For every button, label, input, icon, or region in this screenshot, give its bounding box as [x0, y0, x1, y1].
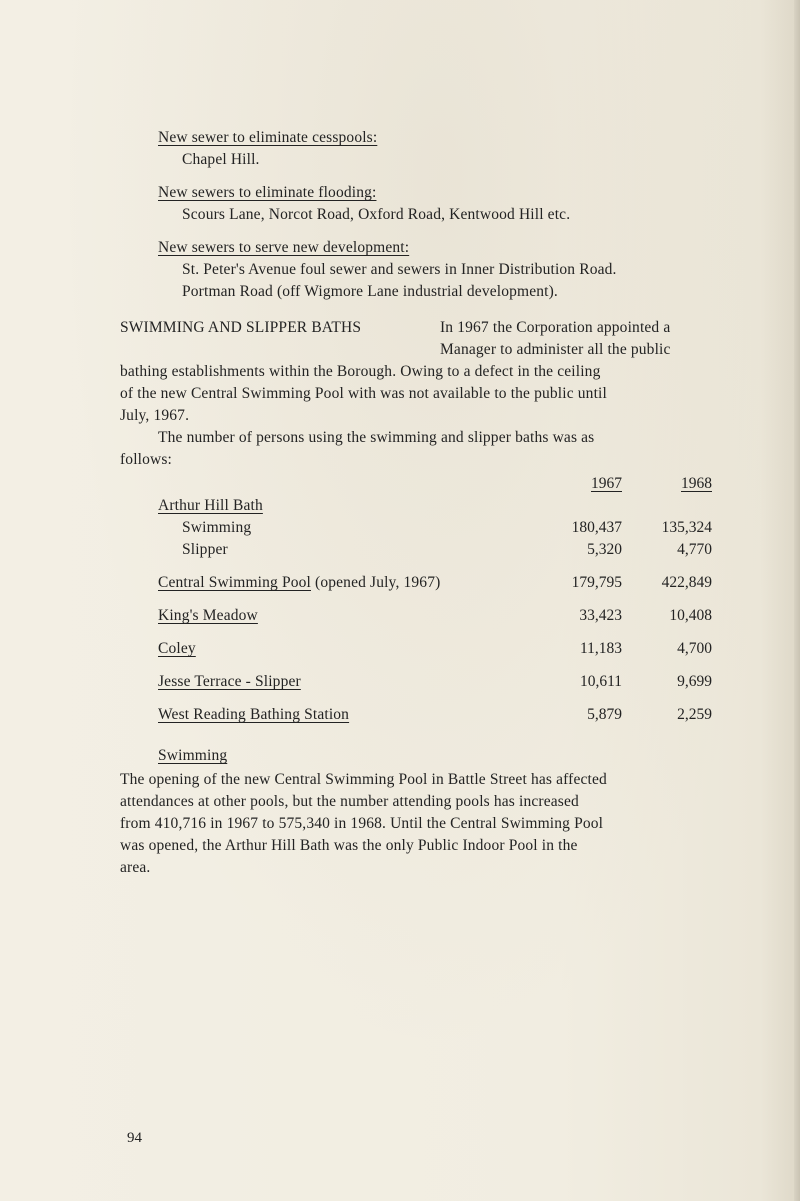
baths-para1-line-2: Manager to administer all the public [440, 341, 671, 358]
table-cell-1967: 5,879 [587, 706, 622, 723]
table-cell-1968: 10,408 [669, 607, 712, 624]
baths-para1-line-5: July, 1967. [120, 407, 190, 424]
swimming-heading: Swimming [158, 747, 228, 764]
column-header-1967: 1967 [591, 475, 622, 492]
table-cell-1968: 9,699 [677, 673, 712, 690]
development-line-2: Portman Road (off Wigmore Lane industrial development). [182, 283, 558, 300]
table-cell-1967: 10,611 [579, 673, 622, 690]
swimming-line-4: was opened, the Arthur Hill Bath was the only Public Indoor Pool in the [120, 837, 578, 854]
baths-para1-line-4: of the new Central Swimming Pool with was not available to the public until [120, 385, 607, 402]
page-number: 94 [127, 1130, 142, 1146]
table-cell-1967: 33,423 [579, 607, 622, 624]
table-row-label: Slipper [182, 541, 228, 558]
swimming-line-2: attendances at other pools, but the number attending pools has increased [120, 793, 579, 810]
table-cell-1968: 422,849 [661, 574, 712, 591]
flooding-locations: Scours Lane, Norcot Road, Oxford Road, Kentwood Hill etc. [182, 206, 571, 223]
table-cell-1967: 11,183 [579, 640, 622, 657]
column-header-1968: 1968 [681, 475, 712, 492]
table-cell-1967: 5,320 [587, 541, 622, 558]
table-row-label [158, 573, 440, 593]
table-cell-1968: 4,700 [677, 640, 712, 657]
baths-para2-line-2: follows: [120, 451, 173, 468]
development-line-1: St. Peter's Avenue foul sewer and sewers in Inner Distribution Road. [182, 261, 617, 278]
table-row-label: Swimming [182, 519, 252, 536]
table-row-note: (opened July, 1967) [311, 574, 441, 591]
baths-para1-line-3: bathing establishments within the Borough. Owing to a defect in the ceiling [120, 363, 601, 380]
table-cell-1967: 180,437 [571, 519, 622, 536]
table-row-name: Central Swimming Pool [158, 574, 311, 591]
table-cell-1967: 179,795 [571, 574, 622, 591]
baths-para2-line-1: The number of persons using the swimming and slipper baths was as [158, 429, 595, 446]
baths-heading: SWIMMING AND SLIPPER BATHS [120, 319, 362, 336]
table-row-label: Coley [158, 640, 196, 657]
flooding-heading: New sewers to eliminate flooding: [158, 184, 377, 201]
cesspools-location: Chapel Hill. [182, 151, 260, 168]
swimming-line-3: from 410,716 in 1967 to 575,340 in 1968. Until the Central Swimming Pool [120, 815, 604, 832]
table-cell-1968: 2,259 [677, 706, 712, 723]
table-row-label: West Reading Bathing Station [158, 706, 350, 723]
cesspools-heading: New sewer to eliminate cesspools: [158, 129, 378, 146]
baths-para1-line-1: In 1967 the Corporation appointed a [440, 319, 671, 336]
table-cell-1968: 135,324 [661, 519, 712, 536]
swimming-line-5: area. [120, 859, 151, 876]
table-group-arthur-hill: Arthur Hill Bath [158, 497, 263, 514]
table-row-label: Jesse Terrace - Slipper [158, 673, 301, 690]
page-edge [794, 0, 800, 1201]
development-heading: New sewers to serve new development: [158, 239, 410, 256]
table-cell-1968: 4,770 [677, 541, 712, 558]
swimming-line-1: The opening of the new Central Swimming Pool in Battle Street has affected [120, 771, 607, 788]
table-row-label: King's Meadow [158, 607, 258, 624]
